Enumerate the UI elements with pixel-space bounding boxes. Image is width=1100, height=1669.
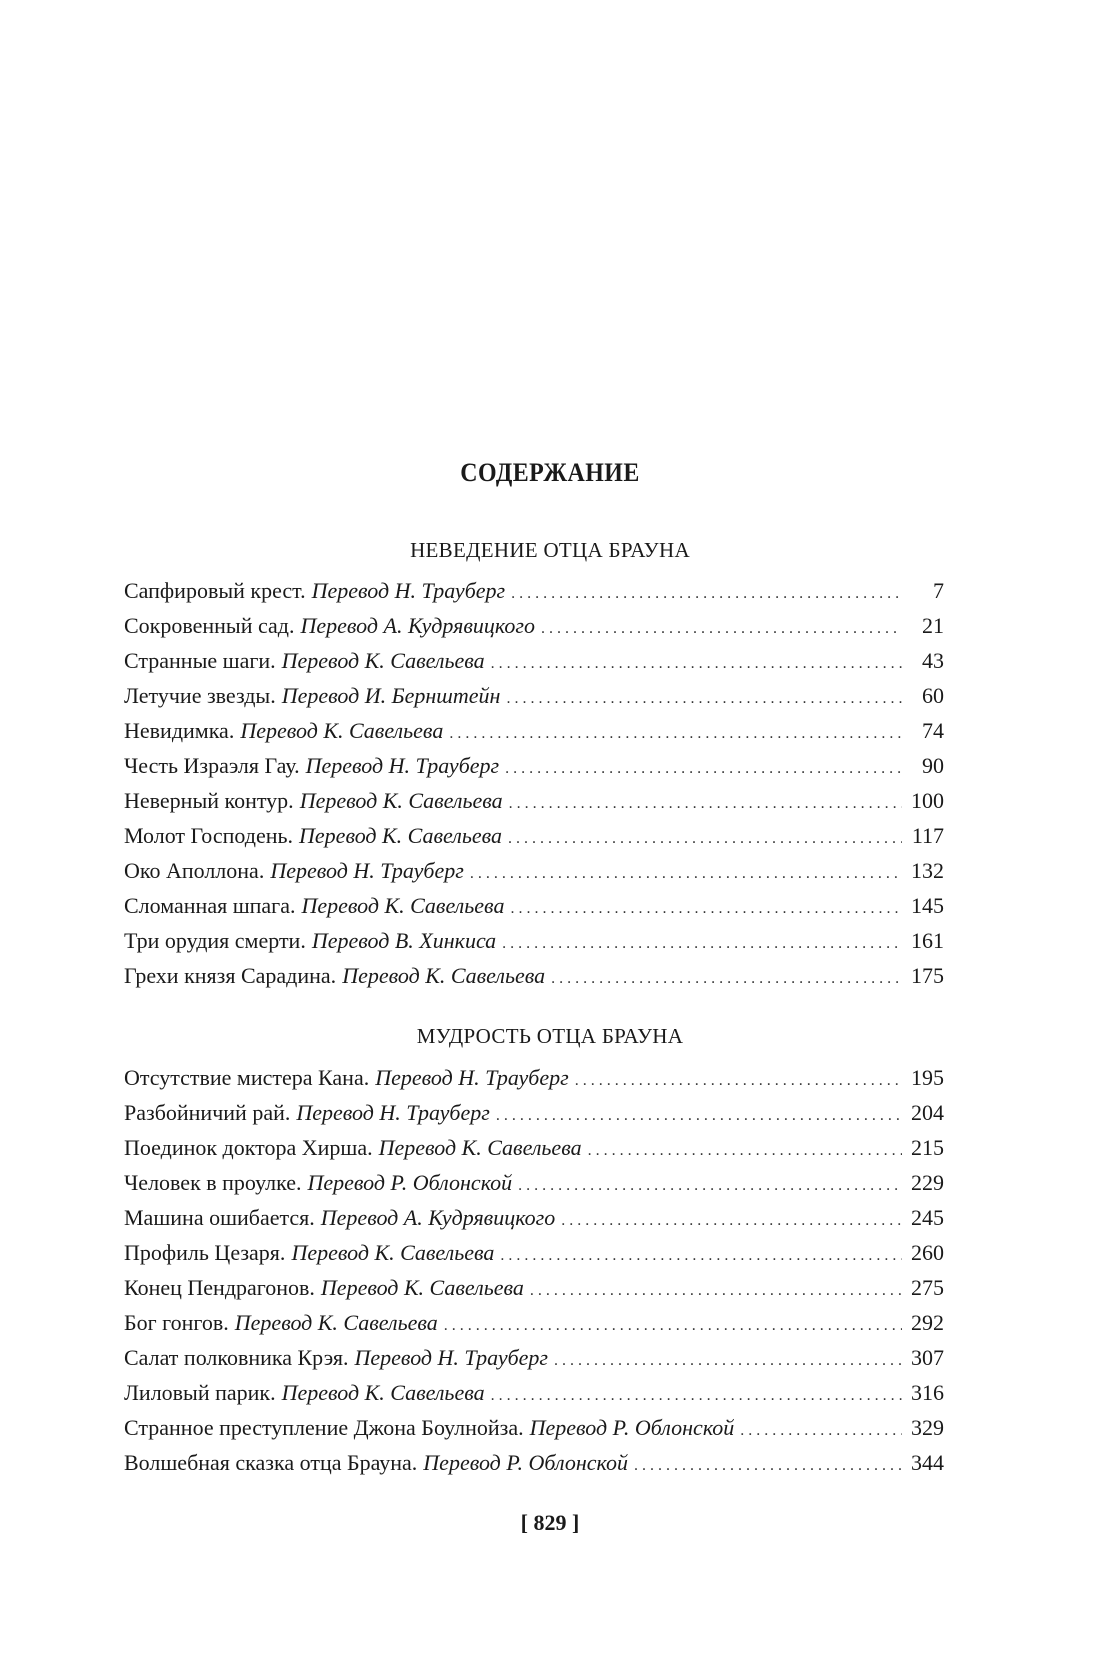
page-ref: 117 xyxy=(911,823,944,848)
story-title: Летучие звезды. xyxy=(124,683,276,708)
translator: Перевод А. Кудрявицкого xyxy=(300,613,535,638)
toc-entry xyxy=(124,853,944,888)
page-ref: 275 xyxy=(911,1275,944,1300)
dot-leader xyxy=(530,1273,902,1305)
translator: Перевод К. Савельева xyxy=(234,1310,438,1335)
translator: Перевод К. Савельева xyxy=(281,1380,485,1405)
translator: Перевод Р. Облонской xyxy=(529,1415,735,1440)
translator: Перевод Н. Трауберг xyxy=(270,858,464,883)
page-ref: 215 xyxy=(911,1135,944,1160)
translator: Перевод К. Савельева xyxy=(342,963,546,988)
story-title: Три орудия смерти. xyxy=(124,928,306,953)
toc-entry xyxy=(124,1095,944,1130)
toc-entry xyxy=(124,573,944,608)
toc-entry xyxy=(124,1060,944,1095)
page-ref: 292 xyxy=(911,1310,944,1335)
dot-leader xyxy=(509,786,902,818)
toc-entry xyxy=(124,1340,944,1375)
story-title: Око Аполлона. xyxy=(124,858,265,883)
story-title: Молот Господень. xyxy=(124,823,294,848)
story-title: Сокровенный сад. xyxy=(124,613,295,638)
dot-leader xyxy=(634,1448,902,1480)
story-title: Странное преступление Джона Боулнойза. xyxy=(124,1415,524,1440)
story-title: Разбойничий рай. xyxy=(124,1100,291,1125)
dot-leader xyxy=(491,1378,902,1410)
page-title: СОДЕРЖАНИЕ xyxy=(460,458,640,487)
translator: Перевод К. Савельева xyxy=(281,648,485,673)
section-heading-2: МУДРОСТЬ ОТЦА БРАУНА xyxy=(416,1024,684,1048)
toc-entry xyxy=(124,958,944,993)
dot-leader xyxy=(496,1098,902,1130)
translator: Перевод К. Савельева xyxy=(301,893,505,918)
story-title: Сломанная шпага. xyxy=(124,893,296,918)
toc-entry xyxy=(124,608,944,643)
toc-entry xyxy=(124,678,944,713)
page-ref: 260 xyxy=(911,1240,944,1265)
page-ref: 344 xyxy=(911,1450,944,1475)
translator: Перевод К. Савельева xyxy=(299,823,503,848)
translator: Перевод Н. Трауберг xyxy=(296,1100,490,1125)
toc-entry xyxy=(124,1445,944,1480)
dot-leader xyxy=(554,1343,902,1375)
dot-leader xyxy=(508,821,902,853)
story-title: Неверный контур. xyxy=(124,788,294,813)
story-title: Конец Пендрагонов. xyxy=(124,1275,315,1300)
story-title: Лиловый парик. xyxy=(124,1380,276,1405)
translator: Перевод Р. Облонской xyxy=(423,1450,628,1475)
section-heading-1: НЕВЕДЕНИЕ ОТЦА БРАУНА xyxy=(410,538,690,562)
dot-leader xyxy=(506,681,902,713)
dot-leader xyxy=(511,576,902,608)
dot-leader xyxy=(588,1133,902,1165)
story-title: Странные шаги. xyxy=(124,648,276,673)
toc-entry xyxy=(124,923,944,958)
story-title: Грехи князя Сарадина. xyxy=(124,963,337,988)
toc-section-1 xyxy=(124,573,944,993)
toc-entry xyxy=(124,748,944,783)
dot-leader xyxy=(541,611,902,643)
translator: Перевод К. Савельева xyxy=(299,788,503,813)
translator: Перевод К. Савельева xyxy=(240,718,444,743)
toc-entry xyxy=(124,1305,944,1340)
page-ref: 90 xyxy=(922,753,944,778)
translator: Перевод Н. Трауберг xyxy=(375,1065,569,1090)
toc-entry xyxy=(124,1200,944,1235)
story-title: Салат полковника Крэя. xyxy=(124,1345,349,1370)
dot-leader xyxy=(449,716,902,748)
page-ref: 21 xyxy=(922,613,944,638)
toc-entry xyxy=(124,1235,944,1270)
page-ref: 161 xyxy=(911,928,944,953)
dot-leader xyxy=(561,1203,902,1235)
story-title: Бог гонгов. xyxy=(124,1310,229,1335)
toc-entry xyxy=(124,1270,944,1305)
translator: Перевод К. Савельева xyxy=(378,1135,582,1160)
story-title: Честь Израэля Гау. xyxy=(124,753,300,778)
story-title: Машина ошибается. xyxy=(124,1205,315,1230)
page-ref: 245 xyxy=(911,1205,944,1230)
dot-leader xyxy=(510,891,902,923)
page-ref: 100 xyxy=(911,788,944,813)
toc-entry xyxy=(124,713,944,748)
translator: Перевод Р. Облонской xyxy=(307,1170,513,1195)
dot-leader xyxy=(575,1063,902,1095)
page-ref: 60 xyxy=(922,683,944,708)
translator: Перевод Н. Трауберг xyxy=(354,1345,548,1370)
toc-entry xyxy=(124,818,944,853)
story-title: Сапфировый крест. xyxy=(124,578,306,603)
page-ref: 145 xyxy=(911,893,944,918)
dot-leader xyxy=(470,856,902,888)
page-ref: 329 xyxy=(911,1415,944,1440)
story-title: Профиль Цезаря. xyxy=(124,1240,286,1265)
story-title: Отсутствие мистера Кана. xyxy=(124,1065,370,1090)
page-ref: 74 xyxy=(922,718,944,743)
toc-entry xyxy=(124,1165,944,1200)
translator: Перевод А. Кудрявицкого xyxy=(320,1205,556,1230)
dot-leader xyxy=(500,1238,902,1270)
page-ref: 229 xyxy=(911,1170,944,1195)
story-title: Волшебная сказка отца Брауна. xyxy=(124,1450,418,1475)
story-title: Невидимка. xyxy=(124,718,235,743)
translator: Перевод И. Бернштейн xyxy=(281,683,501,708)
page-ref: 316 xyxy=(911,1380,944,1405)
toc-section-2 xyxy=(124,1060,944,1480)
translator: Перевод К. Савельева xyxy=(320,1275,524,1300)
translator: Перевод К. Савельева xyxy=(291,1240,495,1265)
toc-entry xyxy=(124,783,944,818)
page-ref: 204 xyxy=(911,1100,944,1125)
story-title: Поединок доктора Хирша. xyxy=(124,1135,373,1160)
page-ref: 307 xyxy=(911,1345,944,1370)
dot-leader xyxy=(518,1168,902,1200)
page-ref: 132 xyxy=(911,858,944,883)
toc-entry xyxy=(124,888,944,923)
dot-leader xyxy=(491,646,902,678)
translator: Перевод Н. Трауберг xyxy=(305,753,500,778)
translator: Перевод В. Хинкиса xyxy=(311,928,497,953)
page-ref: 175 xyxy=(911,963,944,988)
dot-leader xyxy=(505,751,902,783)
page-ref: 195 xyxy=(911,1065,944,1090)
dot-leader xyxy=(740,1413,902,1445)
story-title: Человек в проулке. xyxy=(124,1170,302,1195)
dot-leader xyxy=(502,926,902,958)
toc-entry xyxy=(124,1410,944,1445)
page-number: [ 829 ] xyxy=(520,1510,580,1535)
toc-entry xyxy=(124,643,944,678)
page-ref: 43 xyxy=(922,648,944,673)
page-ref: 7 xyxy=(933,578,944,603)
dot-leader xyxy=(444,1308,902,1340)
translator: Перевод Н. Трауберг xyxy=(311,578,506,603)
toc-entry xyxy=(124,1130,944,1165)
toc-entry xyxy=(124,1375,944,1410)
dot-leader xyxy=(551,961,902,993)
